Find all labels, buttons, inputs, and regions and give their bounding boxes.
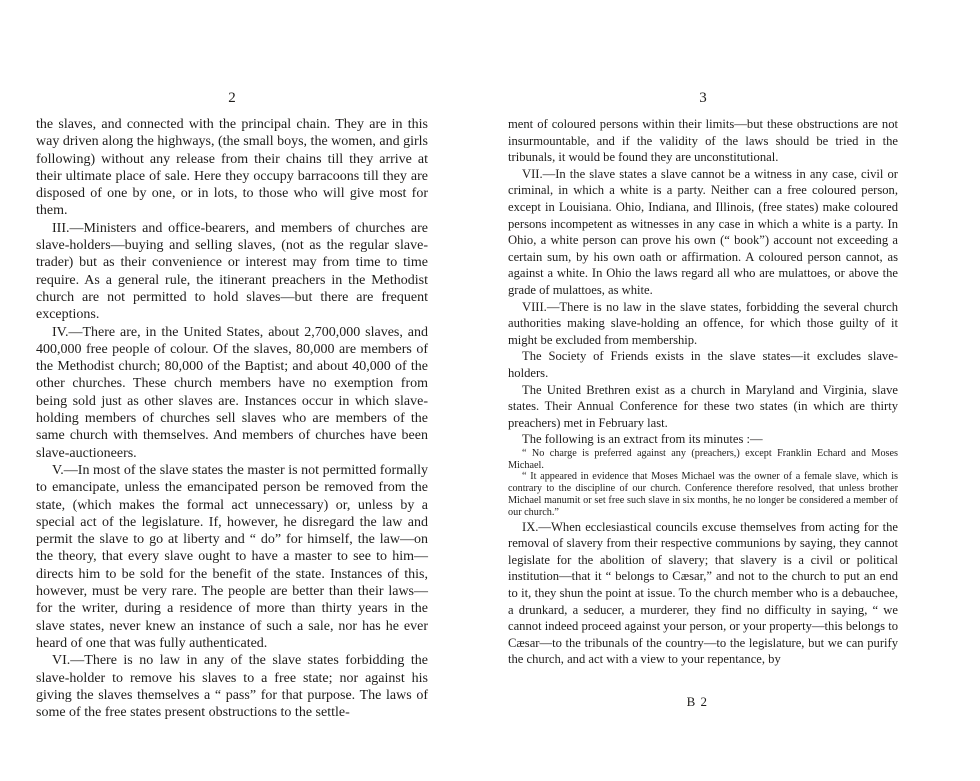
right-page [508,0,898,781]
left-page [36,0,428,781]
paragraph: ment of coloured persons within their limits—but these obstructions are not insurmountable, and if the validity of the laws should be tried in the tribunals, it would be found they are unconstitutional. [508,117,898,165]
paragraph: VI.—There is no law in any of the slave states forbidding the slave-holder to remove his slaves to a free state; nor against his giving the slaves themselves a “ pass” for that purpose. The laws of some of the free states present obstructions to the settle- [36,653,428,721]
signature-mark: B 2 [686,694,708,709]
page-text [36,116,428,721]
page-number: 3 [699,90,707,106]
paragraph: III.—Ministers and office-bearers, and members of churches are slave-holders—buying and selling slaves, (not as the regular slave-trader) but as their convenience or interest may from time to time require. As a general rule, the itinerant preachers in the Methodist church are not permitted to hold slaves—but there are frequent exceptions. [36,220,428,323]
paragraph: IX.—When ecclesiastical councils excuse themselves from acting for the removal of slavery from their respective communions by saying, they cannot legislate for the abolition of slavery; that slavery is a civil or political institution—that it “ belongs to Cæsar,” and not to the church to put an end to it, they shun the point at issue. To the church member who is a debauchee, a drunkard, a seducer, a murderer, they find no difficulty in saying, “ we cannot indeed proceed against your person, or your property—this belongs to Cæsar—to the tribunals of the country—to the legislature, but we can purify the church, and act with a view to your repentance, by [508,519,898,667]
page-number: 2 [228,90,236,106]
quoted-minute: “ No charge is preferred against any (preachers,) except Franklin Echard and Moses Michael. [508,447,898,471]
paragraph: the slaves, and connected with the principal chain. They are in this way driven along the highways, (the small boys, the women, and girls following) without any release from their chains till they arrive at their ultimate place of sale. Here they occupy barracoons till they are disposed of one by one, or in lots, to those who will give most for them. [36,117,428,219]
paragraph: V.—In most of the slave states the master is not permitted formally to emancipate, unless the emancipated person be removed from the state, (which makes the formal act unnecessary) or, unless by a special act of the legislature. If, however, he disregard the law and permit the slave to go at liberty and “ do” for himself, the law—on the theory, that every slave ought to have a master to see to him—directs him to be sold for the benefit of the state. Instances of this, however, must be very rare. The people are better than their laws—for the writer, during a residence of more than thirty years in the slave states, never knew an instance of such a sale, nor has he ever heard of one that was fully authenticated. [36,462,428,651]
paragraph: The United Brethren exist as a church in Maryland and Virginia, slave states. Their Annual Conference for these two states (in which are thirty preachers) met in February last. [508,382,898,430]
paragraph: IV.—There are, in the United States, about 2,700,000 slaves, and 400,000 free people of colour. Of the slaves, 80,000 are members of the Methodist church; 80,000 of the Baptist; and about 40,000 of the other churches. These church members have no exemption from being sold just as other slaves are. Instances occur in which slave-holding members of churches sell slaves who are members of the same church with themselves. And members of churches have been slave-auctioneers. [36,324,428,461]
paragraph: VIII.—There is no law in the slave states, forbidding the several church authorities making slave-holding an offence, for which those guilty of it might be excluded from membership. [508,299,898,347]
paragraph: The Society of Friends exists in the slave states—it excludes slave-holders. [508,349,898,380]
quoted-minute: “ It appeared in evidence that Moses Michael was the owner of a female slave, which is contrary to the discipline of our church. Conference therefore resolved, that unless brother Michael manumit or set free such slave in six months, he no longer be considered a member of our church.” [508,471,898,518]
page-text [508,116,898,668]
paragraph: The following is an extract from its minutes :— [522,432,763,447]
paragraph: VII.—In the slave states a slave cannot be a witness in any case, civil or criminal, in which a white is a party. Neither can a free coloured person, except in Louisiana. Ohio, Indiana, and Illinois, (free states) make coloured persons incompetent as witnesses in any case in which a white is a party. In Ohio, a white person can prove his own (“ book”) account not exceeding a certain sum, by his own oath or affirmation. A coloured person cannot, as against a white. In Ohio the laws regard all who are mulattoes, or above the grade of mulattoes, as white. [508,166,898,297]
